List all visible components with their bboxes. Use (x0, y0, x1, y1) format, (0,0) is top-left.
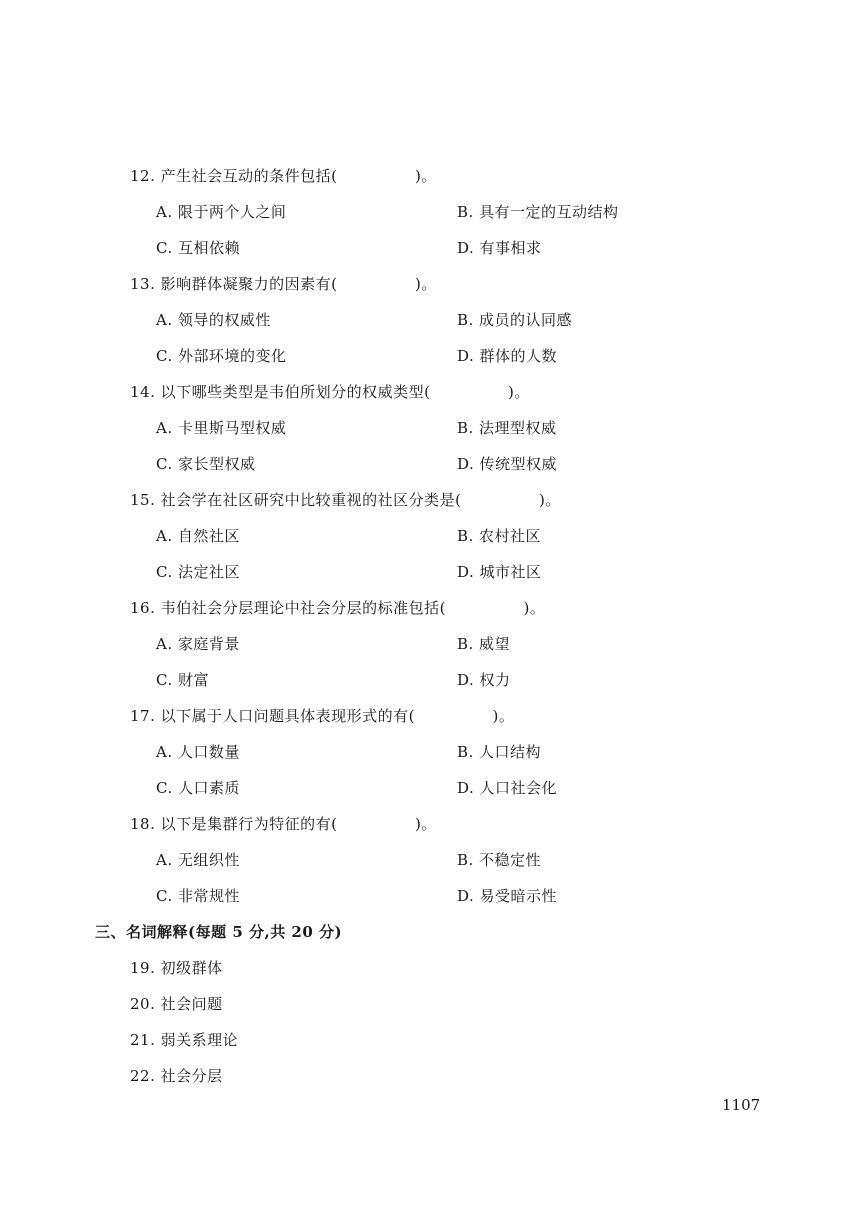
question-12-option-a: A. 限于两个人之间 (156, 203, 287, 221)
question-13-option-c: C. 外部环境的变化 (156, 347, 287, 365)
question-14-stem: 14. 以下哪些类型是韦伯所划分的权威类型( )。 (130, 383, 530, 401)
question-16-option-a: A. 家庭背景 (156, 635, 240, 653)
question-16-option-b: B. 威望 (457, 635, 511, 653)
question-16-option-d: D. 权力 (457, 671, 511, 689)
question-16-option-c: C. 财富 (156, 671, 209, 689)
question-15-stem: 15. 社会学在社区研究中比较重视的社区分类是( )。 (130, 491, 561, 509)
question-15-option-d: D. 城市社区 (457, 563, 542, 581)
question-12-option-c: C. 互相依赖 (156, 239, 240, 257)
question-17-option-c: C. 人口素质 (156, 779, 240, 797)
question-17-option-d: D. 人口社会化 (457, 779, 558, 797)
question-17-option-a: A. 人口数量 (156, 743, 240, 761)
question-18-option-a: A. 无组织性 (156, 851, 240, 869)
question-18-option-c: C. 非常规性 (156, 887, 240, 905)
question-17-option-b: B. 人口结构 (457, 743, 542, 761)
question-14-option-d: D. 传统型权威 (457, 455, 558, 473)
question-12-option-d: D. 有事相求 (457, 239, 542, 257)
term-22: 22. 社会分层 (130, 1067, 223, 1085)
question-15-option-c: C. 法定社区 (156, 563, 240, 581)
question-13-option-d: D. 群体的人数 (457, 347, 558, 365)
question-12-option-b: B. 具有一定的互动结构 (457, 203, 619, 221)
question-15-option-a: A. 自然社区 (156, 527, 240, 545)
question-18-option-b: B. 不稳定性 (457, 851, 542, 869)
term-19: 19. 初级群体 (130, 959, 223, 977)
question-13-option-a: A. 领导的权威性 (156, 311, 271, 329)
question-14-option-b: B. 法理型权威 (457, 419, 557, 437)
term-21: 21. 弱关系理论 (130, 1031, 239, 1049)
term-20: 20. 社会问题 (130, 995, 223, 1013)
question-14-option-c: C. 家长型权威 (156, 455, 256, 473)
question-13-stem: 13. 影响群体凝聚力的因素有( )。 (130, 275, 437, 293)
page-number: 1107 (722, 1096, 761, 1114)
question-14-option-a: A. 卡里斯马型权威 (156, 419, 287, 437)
question-18-option-d: D. 易受暗示性 (457, 887, 558, 905)
question-18-stem: 18. 以下是集群行为特征的有( )。 (130, 815, 437, 833)
question-12-stem: 12. 产生社会互动的条件包括( )。 (130, 167, 437, 185)
question-13-option-b: B. 成员的认同感 (457, 311, 573, 329)
question-17-stem: 17. 以下属于人口问题具体表现形式的有( )。 (130, 707, 515, 725)
question-16-stem: 16. 韦伯社会分层理论中社会分层的标准包括( )。 (130, 599, 546, 617)
section-3-heading: 三、名词解释(每题 5 分,共 20 分) (95, 923, 343, 941)
question-15-option-b: B. 农村社区 (457, 527, 542, 545)
